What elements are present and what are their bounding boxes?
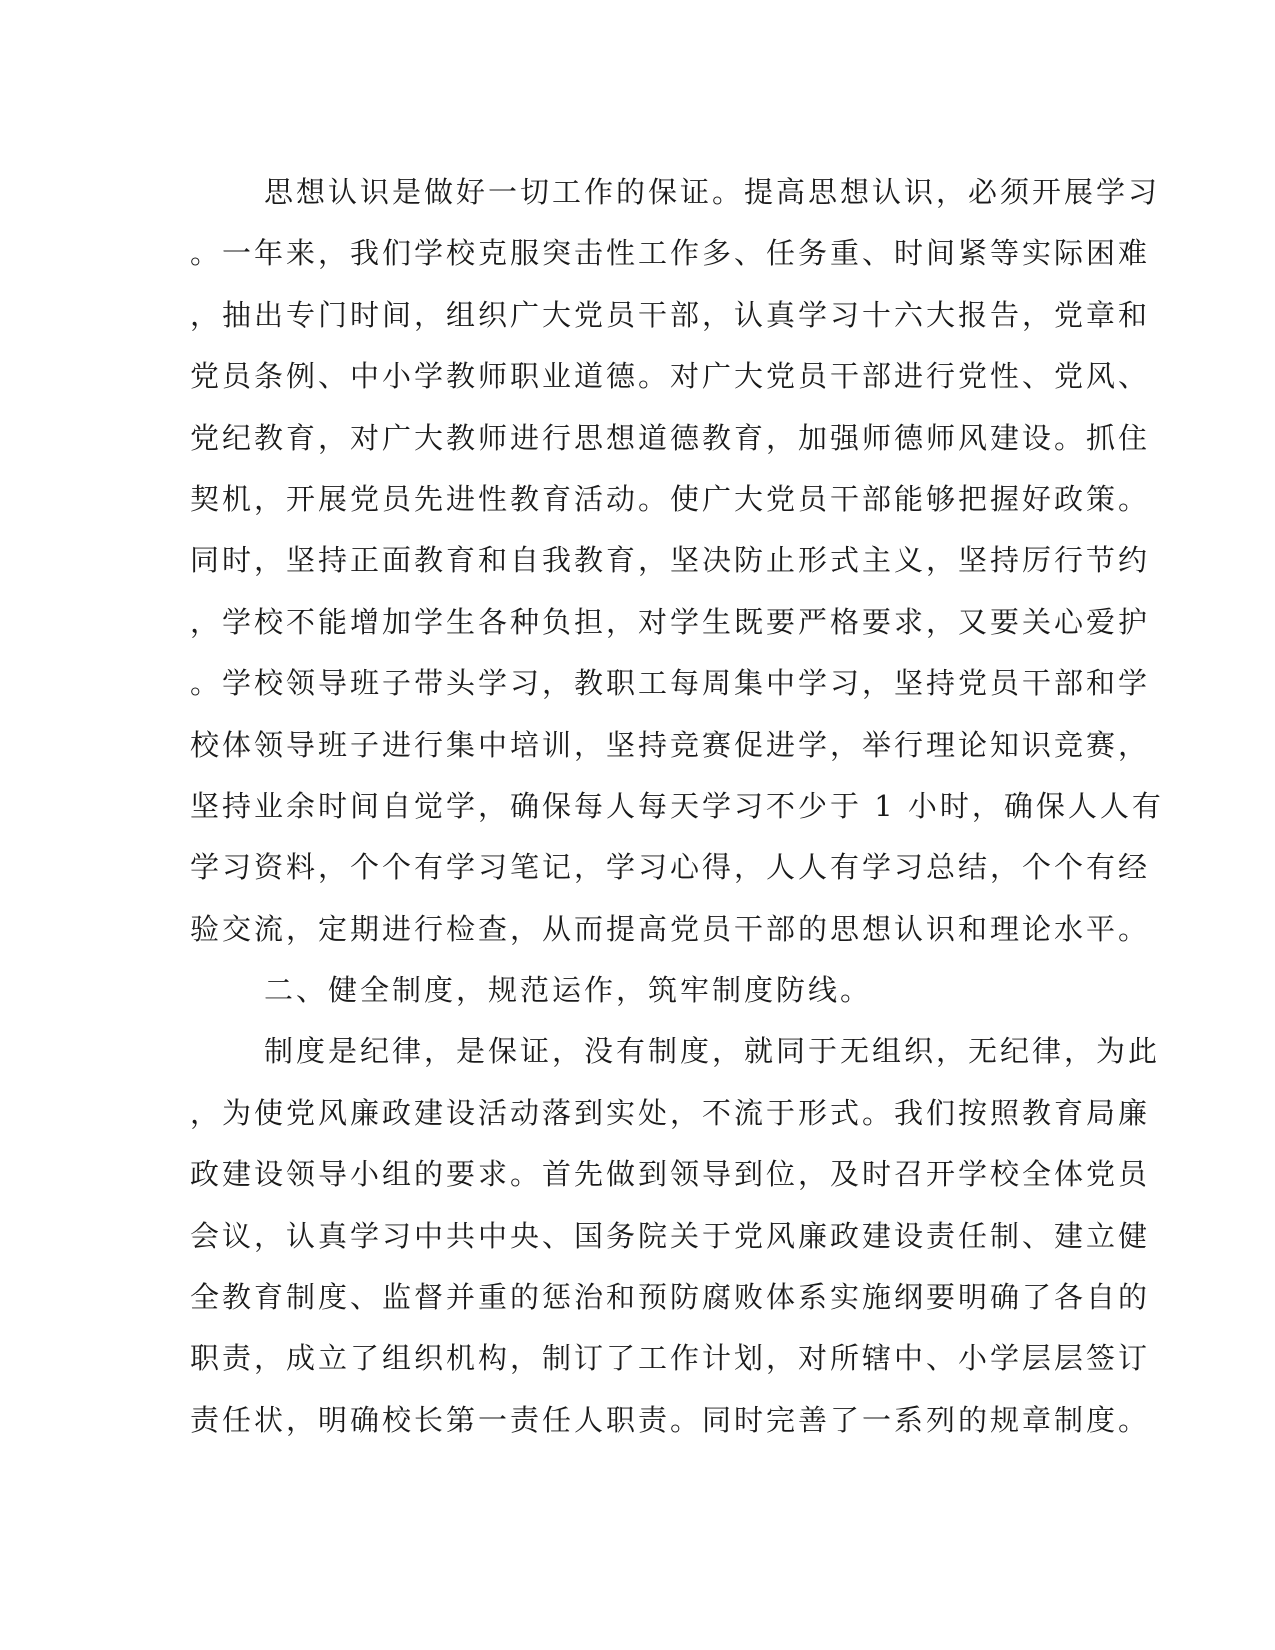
paragraph-line: 职责，成立了组织机构，制订了工作计划，对所辖中、小学层层签订 <box>190 1341 1151 1376</box>
paragraph-line: 。一年来，我们学校克服突击性工作多、任务重、时间紧等实际困难 <box>190 236 1151 271</box>
paragraph-line: 学习资料，个个有学习笔记，学习心得，人人有学习总结，个个有经 <box>190 850 1151 885</box>
paragraph-line: 责任状，明确校长第一责任人职责。同时完善了一系列的规章制度。 <box>190 1402 1151 1437</box>
section-heading: 二、健全制度，规范运作，筑牢制度防线。 <box>264 973 873 1008</box>
paragraph-line: 党纪教育，对广大教师进行思想道德教育，加强师德师风建设。抓住 <box>190 420 1151 455</box>
paragraph-line: 校体领导班子进行集中培训，坚持竞赛促进学，举行理论知识竞赛， <box>190 727 1151 762</box>
paragraph-line: 验交流，定期进行检查，从而提高党员干部的思想认识和理论水平。 <box>190 911 1151 946</box>
paragraph-line: 政建设领导小组的要求。首先做到领导到位，及时召开学校全体党员 <box>190 1157 1151 1192</box>
paragraph-line: 坚持业余时间自觉学，确保每人每天学习不少于 1 小时，确保人人有 <box>190 788 1164 823</box>
paragraph-line: 会议，认真学习中共中央、国务院关于党风廉政建设责任制、建立健 <box>190 1218 1151 1253</box>
paragraph-line: ，抽出专门时间，组织广大党员干部，认真学习十六大报告，党章和 <box>190 297 1151 332</box>
paragraph-line: ，学校不能增加学生各种负担，对学生既要严格要求，又要关心爱护 <box>190 604 1151 639</box>
paragraph-line: ，为使党风廉政建设活动落到实处，不流于形式。我们按照教育局廉 <box>190 1095 1151 1130</box>
body-text <box>190 162 1164 1451</box>
paragraph-line: 同时，坚持正面教育和自我教育，坚决防止形式主义，坚持厉行节约 <box>190 543 1151 578</box>
paragraph-line: 契机，开展党员先进性教育活动。使广大党员干部能够把握好政策。 <box>190 481 1151 516</box>
paragraph-line: 。学校领导班子带头学习，教职工每周集中学习，坚持党员干部和学 <box>190 666 1151 701</box>
paragraph-line: 党员条例、中小学教师职业道德。对广大党员干部进行党性、党风、 <box>190 359 1151 394</box>
paragraph-line: 全教育制度、监督并重的惩治和预防腐败体系实施纲要明确了各自的 <box>190 1280 1151 1315</box>
paragraph-line: 制度是纪律，是保证，没有制度，就同于无组织，无纪律，为此 <box>264 1034 1161 1069</box>
paragraph-line: 思想认识是做好一切工作的保证。提高思想认识，必须开展学习 <box>264 175 1161 209</box>
